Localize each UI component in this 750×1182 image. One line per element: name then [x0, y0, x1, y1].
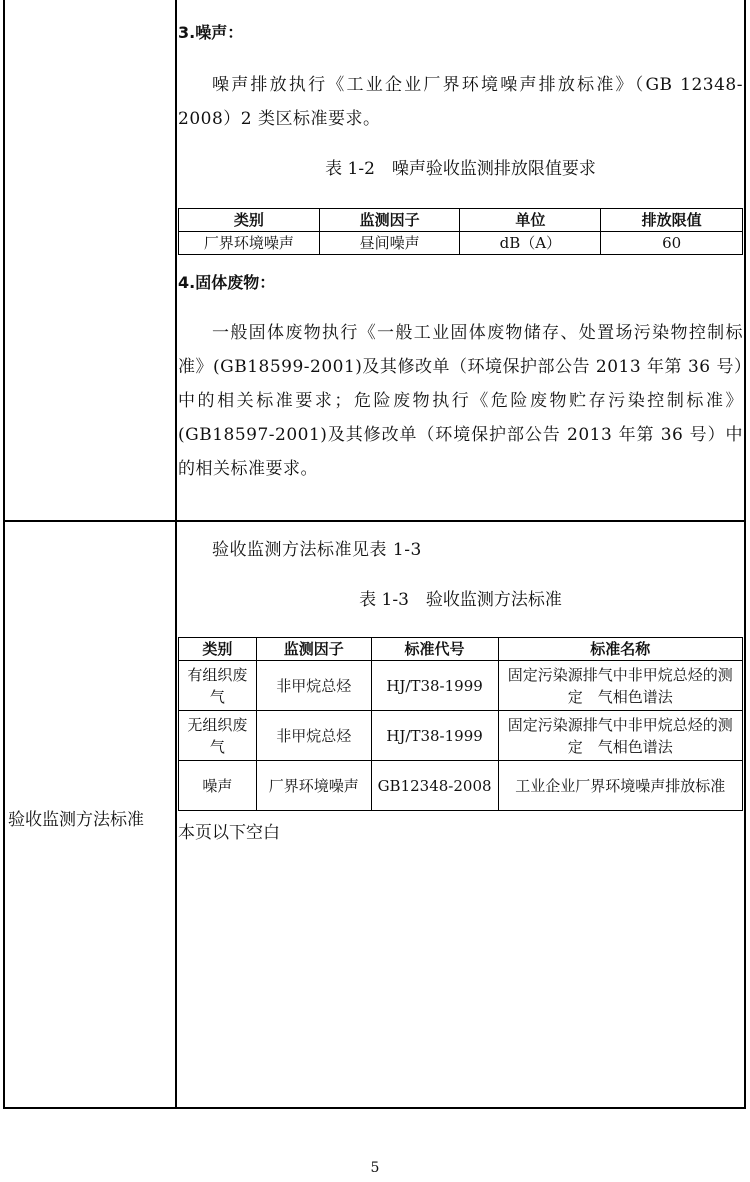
- table-cell: 固定污染源排气中非甲烷总烃的测定 气相色谱法: [498, 661, 743, 711]
- table-cell: GB12348-2008: [371, 761, 498, 811]
- table-row: [179, 711, 743, 761]
- header-cell: 类别: [179, 209, 320, 232]
- table-1-2: [178, 208, 743, 255]
- table-row: [179, 232, 743, 255]
- table-cell: 厂界环境噪声: [256, 761, 371, 811]
- page-number: 5: [370, 1160, 380, 1176]
- section-4-heading: 4.固体废物：: [178, 273, 276, 292]
- table-header-row: [179, 209, 743, 232]
- table-cell: 有组织废气: [179, 661, 257, 711]
- section-3-paragraph: 噪声排放执行《工业企业厂界环境噪声排放标准》（GB 12348-2008）2 类区标准要求。: [178, 75, 743, 129]
- table-cell: 厂界环境噪声: [179, 232, 320, 255]
- header-cell: 监测因子: [256, 638, 371, 661]
- table-cell: 非甲烷总烃: [256, 661, 371, 711]
- methods-section: [178, 533, 743, 617]
- table-1-3-caption: 表 1-3 验收监测方法标准: [359, 590, 562, 610]
- table-cell: dB（A）: [460, 232, 601, 255]
- table-header-row: [179, 638, 743, 661]
- row-divider: [3, 520, 746, 522]
- table-row: [179, 761, 743, 811]
- blank-note: 本页以下空白: [178, 823, 280, 843]
- header-cell: 标准代号: [371, 638, 498, 661]
- methods-row-label: 验收监测方法标准: [8, 810, 144, 830]
- header-cell: 类别: [179, 638, 257, 661]
- header-cell: 标准名称: [498, 638, 743, 661]
- table-cell: HJ/T38-1999: [371, 661, 498, 711]
- section-3: [178, 16, 743, 186]
- table-cell: 固定污染源排气中非甲烷总烃的测定 气相色谱法: [498, 711, 743, 761]
- methods-intro: 验收监测方法标准见表 1-3: [212, 540, 422, 560]
- section-3-heading: 3.噪声：: [178, 23, 244, 42]
- table-cell: 无组织废气: [179, 711, 257, 761]
- header-cell: 单位: [460, 209, 601, 232]
- section-4-paragraph: 一般固体废物执行《一般工业固体废物储存、处置场污染物控制标准》(GB18599-2001)及其修改单（环境保护部公告 2013 年第 36 号）中的相关标准要求；危险废物执行《危险废物贮存污染控制标准》(GB18597-2001)及其修改单（环境保护部公告 2013 年第 36 号）中的相关标准要求。: [178, 323, 743, 479]
- table-cell: 噪声: [179, 761, 257, 811]
- column-divider: [175, 0, 177, 1109]
- table-cell: 非甲烷总烃: [256, 711, 371, 761]
- table-cell: 昼间噪声: [319, 232, 460, 255]
- blank-note-block: [178, 816, 743, 850]
- table-1-3: [178, 637, 743, 811]
- table-row: [179, 661, 743, 711]
- table-cell: HJ/T38-1999: [371, 711, 498, 761]
- header-cell: 排放限值: [601, 209, 743, 232]
- header-cell: 监测因子: [319, 209, 460, 232]
- table-1-2-caption: 表 1-2 噪声验收监测排放限值要求: [325, 159, 596, 179]
- table-cell: 工业企业厂界环境噪声排放标准: [498, 761, 743, 811]
- table-cell: 60: [601, 232, 743, 255]
- section-4: [178, 266, 743, 486]
